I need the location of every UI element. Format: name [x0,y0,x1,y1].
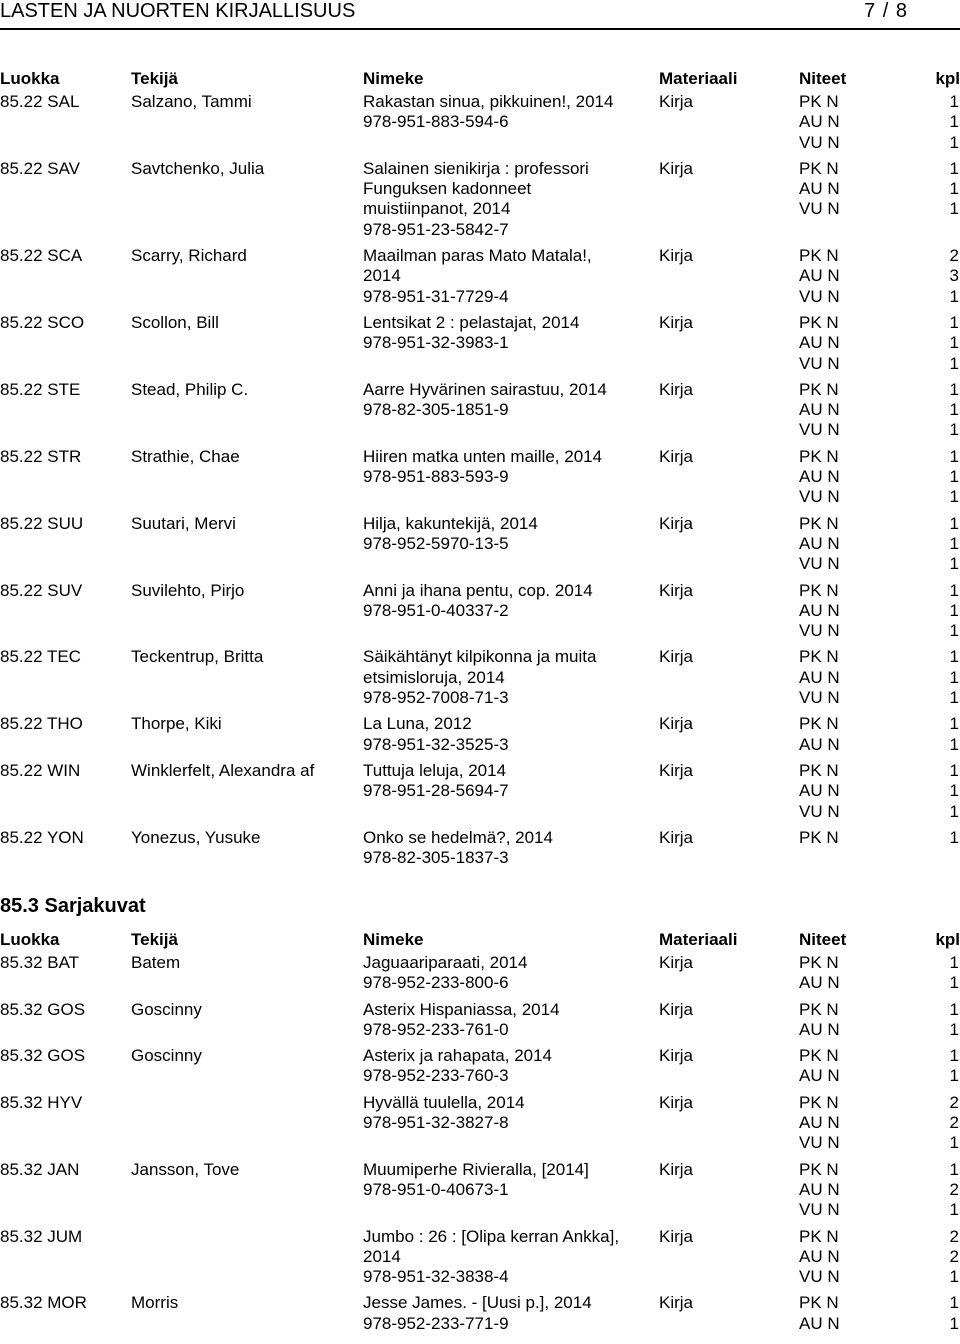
row-class-code: 85.22 THO [0,714,83,734]
table-row [0,246,960,307]
location-code: VU N [799,688,840,708]
location-count: 2 [949,246,959,266]
location-code: PK N [799,580,839,600]
location-count: 1 [949,353,959,373]
table-row [0,313,960,374]
location-code: VU N [799,353,840,373]
table-header [0,929,960,953]
row-author: Strathie, Chae [131,446,240,466]
location-code: AU N [799,1179,840,1199]
location-code: AU N [799,1019,840,1039]
location-code: AU N [799,600,840,620]
row-author: Stead, Philip C. [131,379,249,399]
holding-location [799,1133,959,1153]
location-count: 1 [949,1046,959,1066]
row-author: Goscinny [131,999,202,1019]
row-material: Kirja [659,714,694,734]
location-code: PK N [799,647,839,667]
page-number: 7 / 8 [864,0,908,22]
page-title: LASTEN JA NUORTEN KIRJALLISUUS [0,0,356,22]
location-code: PK N [799,246,839,266]
location-code: AU N [799,179,840,199]
table-header [0,68,960,92]
catalog-section [0,68,960,874]
location-count: 1 [949,446,959,466]
holding-location [799,133,959,153]
location-count: 2 [949,1246,959,1266]
holding-location [799,802,959,822]
holding-location [799,420,959,440]
row-class-code: 85.22 SAL [0,92,80,111]
row-title: Hiiren matka unten maille, 2014 978-951-883-593-9 [363,446,603,487]
holding-location [799,179,959,199]
holding-location [799,601,959,621]
location-code: AU N [799,533,840,553]
holding-location [799,1113,959,1133]
holding-location [799,333,959,353]
holding-location [799,92,959,112]
location-code: AU N [799,973,840,993]
holding-location [799,447,959,467]
row-material: Kirja [659,158,694,178]
location-code: PK N [799,1159,839,1179]
location-code: PK N [799,1293,839,1313]
location-count: 1 [949,714,959,734]
table-row [0,447,960,508]
row-material: Kirja [659,1159,694,1179]
holding-location [799,1020,959,1040]
location-count: 1 [949,158,959,178]
holding-location [799,199,959,219]
location-code: AU N [799,400,840,420]
location-code: PK N [799,1046,839,1066]
location-code: AU N [799,667,840,687]
row-material: Kirja [659,760,694,780]
row-title: Jumbo : 26 : [Olipa kerran Ankka], 2014 978-951-32-3838-4 [363,1226,620,1287]
location-count: 1 [949,781,959,801]
holding-location [799,1200,959,1220]
holding-location [799,534,959,554]
location-code: AU N [799,1313,840,1333]
location-count: 1 [949,580,959,600]
holding-location [799,514,959,534]
location-code: PK N [799,158,839,178]
row-class-code: 85.22 SCO [0,312,85,332]
location-count: 1 [949,1313,959,1333]
location-count: 1 [949,1159,959,1179]
location-code: AU N [799,112,840,132]
location-count: 3 [949,266,959,286]
column-header-tekija: Tekijä [131,69,178,88]
location-code: PK N [799,827,839,847]
location-count: 1 [949,600,959,620]
row-title: Asterix ja rahapata, 2014 978-952-233-760-3 [363,1046,553,1086]
row-material: Kirja [659,379,694,399]
row-class-code: 85.32 GOS [0,1046,86,1066]
holding-location [799,647,959,667]
location-count: 1 [949,554,959,574]
table-row [0,647,960,708]
row-material: Kirja [659,827,694,847]
row-material: Kirja [659,246,694,266]
location-count: 1 [949,132,959,152]
holding-location [799,714,959,734]
table-row [0,1000,960,1041]
holding-location [799,287,959,307]
holding-location [799,781,959,801]
location-count: 1 [949,312,959,332]
location-code: VU N [799,1267,840,1287]
location-count: 1 [949,999,959,1019]
row-author: Morris [131,1293,179,1313]
location-code: PK N [799,760,839,780]
column-header-nimeke: Nimeke [363,930,424,949]
row-author: Teckentrup, Britta [131,647,264,667]
holding-location [799,1293,959,1313]
holding-location [799,621,959,641]
row-class-code: 85.32 JAN [0,1159,80,1179]
holding-location [799,380,959,400]
row-author: Scollon, Bill [131,312,219,332]
location-code: AU N [799,467,840,487]
row-title: Salainen sienikirja : professori Funguksen kadonneet muistiinpanot, 2014 978-951-23-5842-7 [363,158,589,239]
location-count: 1 [949,487,959,507]
row-author: Suvilehto, Pirjo [131,580,245,600]
location-count: 2 [949,1226,959,1246]
row-class-code: 85.22 SCA [0,246,83,266]
holding-location [799,668,959,688]
row-class-code: 85.32 MOR [0,1293,87,1313]
holding-location [799,1227,959,1247]
location-count: 1 [949,688,959,708]
holding-location [799,554,959,574]
column-header-materiaali: Materiaali [659,930,738,949]
location-count: 1 [949,92,959,111]
location-count: 1 [949,1133,959,1153]
location-code: PK N [799,312,839,332]
row-title: Muumiperhe Rivieralla, [2014] 978-951-0-40673-1 [363,1159,589,1199]
location-count: 1 [949,667,959,687]
column-header-luokka: Luokka [0,69,60,88]
row-material: Kirja [659,953,694,972]
row-title: Säikähtänyt kilpikonna ja muita etsimisloruja, 2014 978-952-7008-71-3 [363,647,597,708]
holding-location [799,828,959,848]
location-count: 1 [949,533,959,553]
column-header-kpl: kpl [935,69,960,88]
row-class-code: 85.22 YON [0,827,84,847]
location-count: 1 [949,379,959,399]
holding-location [799,1160,959,1180]
row-author: Scarry, Richard [131,246,247,266]
row-material: Kirja [659,312,694,332]
location-count: 1 [949,467,959,487]
location-count: 1 [949,179,959,199]
location-count: 1 [949,734,959,754]
location-count: 1 [949,1066,959,1086]
holding-location [799,487,959,507]
holding-location [799,953,959,973]
location-count: 1 [949,420,959,440]
table-row [0,581,960,642]
location-code: VU N [799,1133,840,1153]
table-row [0,828,960,869]
table-row [0,1227,960,1288]
location-code: PK N [799,1092,839,1112]
column-header-niteet: Niteet [799,69,847,88]
row-class-code: 85.32 GOS [0,999,86,1019]
row-title: Onko se hedelmä?, 2014 978-82-305-1837-3 [363,827,553,868]
row-title: Hyvällä tuulella, 2014 978-951-32-3827-8 [363,1092,525,1133]
row-class-code: 85.22 STR [0,446,82,466]
location-count: 1 [949,760,959,780]
location-code: PK N [799,714,839,734]
table-row [0,514,960,575]
table-row [0,1046,960,1087]
holding-location [799,1267,959,1287]
location-code: AU N [799,1246,840,1266]
row-material: Kirja [659,1092,694,1112]
location-code: VU N [799,487,840,507]
location-count: 2 [949,1179,959,1199]
row-class-code: 85.22 SUV [0,580,83,600]
location-code: PK N [799,953,839,972]
row-material: Kirja [659,1293,694,1313]
holding-location [799,313,959,333]
location-code: VU N [799,199,840,219]
row-material: Kirja [659,92,694,111]
row-material: Kirja [659,580,694,600]
table-row [0,1160,960,1221]
holding-location [799,581,959,601]
location-code: VU N [799,621,840,641]
row-class-code: 85.32 HYV [0,1092,83,1112]
location-code: VU N [799,286,840,306]
catalog-section [0,895,960,1340]
holding-location [799,400,959,420]
row-material: Kirja [659,1226,694,1246]
row-author: Winklerfelt, Alexandra af [131,760,315,780]
holding-location [799,467,959,487]
location-count: 1 [949,647,959,667]
holding-location [799,1180,959,1200]
location-count: 1 [949,112,959,132]
holding-location [799,1000,959,1020]
row-title: Tuttuja leluja, 2014 978-951-28-5694-7 [363,760,509,801]
row-title: Maailman paras Mato Matala!, 2014 978-951-31-7729-4 [363,246,592,306]
holding-location [799,112,959,132]
location-code: AU N [799,734,840,754]
location-count: 1 [949,199,959,219]
location-count: 1 [949,621,959,641]
row-author: Yonezus, Yusuke [131,827,261,847]
section-title: 85.3 Sarjakuvat [0,895,146,917]
location-code: VU N [799,554,840,574]
row-material: Kirja [659,513,694,533]
location-code: PK N [799,999,839,1019]
row-material: Kirja [659,1046,694,1066]
holding-location [799,1247,959,1267]
location-count: 2 [949,1092,959,1112]
location-code: PK N [799,446,839,466]
column-header-niteet: Niteet [799,930,847,949]
row-class-code: 85.22 SUU [0,513,84,533]
table-row [0,1293,960,1334]
location-code: AU N [799,781,840,801]
location-count: 1 [949,333,959,353]
holding-location [799,688,959,708]
holding-location [799,354,959,374]
holding-location [799,266,959,286]
holding-location [799,1046,959,1066]
row-title: La Luna, 2012 978-951-32-3525-3 [363,714,509,754]
row-title: Aarre Hyvärinen sairastuu, 2014 978-82-305-1851-9 [363,379,607,420]
location-code: AU N [799,1066,840,1086]
table-row [0,159,960,240]
row-author: Suutari, Mervi [131,513,236,533]
table-row [0,714,960,755]
table-row [0,761,960,822]
column-header-tekija: Tekijä [131,930,178,949]
row-class-code: 85.32 JUM [0,1226,83,1246]
row-title: Rakastan sinua, pikkuinen!, 2014 978-951-883-594-6 [363,92,614,132]
row-title: Lentsikat 2 : pelastajat, 2014 978-951-32-3983-1 [363,312,580,353]
location-count: 2 [949,1113,959,1133]
row-author: Batem [131,953,181,972]
holding-location [799,1066,959,1086]
location-code: PK N [799,92,839,111]
location-count: 1 [949,953,959,972]
location-count: 1 [949,400,959,420]
row-class-code: 85.22 SAV [0,158,81,178]
table-row [0,380,960,441]
row-class-code: 85.32 BAT [0,953,80,972]
row-author: Salzano, Tammi [131,92,252,111]
row-title: Asterix Hispaniassa, 2014 978-952-233-761-0 [363,999,560,1039]
row-author: Thorpe, Kiki [131,714,222,734]
holding-location [799,246,959,266]
location-code: AU N [799,266,840,286]
header-divider [0,28,960,30]
table-row [0,92,960,153]
row-title: Anni ja ihana pentu, cop. 2014 978-951-0-40337-2 [363,580,593,620]
row-title: Jesse James. - [Uusi p.], 2014 978-952-233-771-9 [363,1293,592,1333]
holding-location [799,973,959,993]
holding-location [799,1093,959,1113]
location-count: 1 [949,801,959,821]
table-row [0,1093,960,1154]
location-code: AU N [799,333,840,353]
column-header-materiaali: Materiaali [659,69,738,88]
location-count: 1 [949,1267,959,1287]
row-material: Kirja [659,647,694,667]
location-code: AU N [799,1113,840,1133]
location-code: VU N [799,420,840,440]
location-count: 1 [949,1019,959,1039]
column-header-luokka: Luokka [0,930,60,949]
row-material: Kirja [659,999,694,1019]
row-author: Goscinny [131,1046,202,1066]
holding-location [799,159,959,179]
table-row [0,953,960,994]
holding-location [799,761,959,781]
row-class-code: 85.22 TEC [0,647,81,667]
page-header [0,0,960,26]
holding-location [799,1314,959,1334]
location-count: 1 [949,286,959,306]
location-code: PK N [799,1226,839,1246]
column-header-kpl: kpl [935,930,960,949]
column-header-nimeke: Nimeke [363,69,424,88]
row-class-code: 85.22 STE [0,379,81,399]
location-code: PK N [799,379,839,399]
row-author: Savtchenko, Julia [131,158,265,178]
location-count: 1 [949,973,959,993]
location-code: VU N [799,132,840,152]
location-code: VU N [799,801,840,821]
row-material: Kirja [659,446,694,466]
location-count: 1 [949,513,959,533]
row-title: Hilja, kakuntekijä, 2014 978-952-5970-13-5 [363,513,538,553]
location-count: 1 [949,1293,959,1313]
location-code: PK N [799,513,839,533]
row-class-code: 85.22 WIN [0,760,81,780]
holding-location [799,735,959,755]
row-author: Jansson, Tove [131,1159,240,1179]
location-code: VU N [799,1200,840,1220]
location-count: 1 [949,1200,959,1220]
row-title: Jaguaariparaati, 2014 978-952-233-800-6 [363,953,528,993]
location-count: 1 [949,827,959,847]
